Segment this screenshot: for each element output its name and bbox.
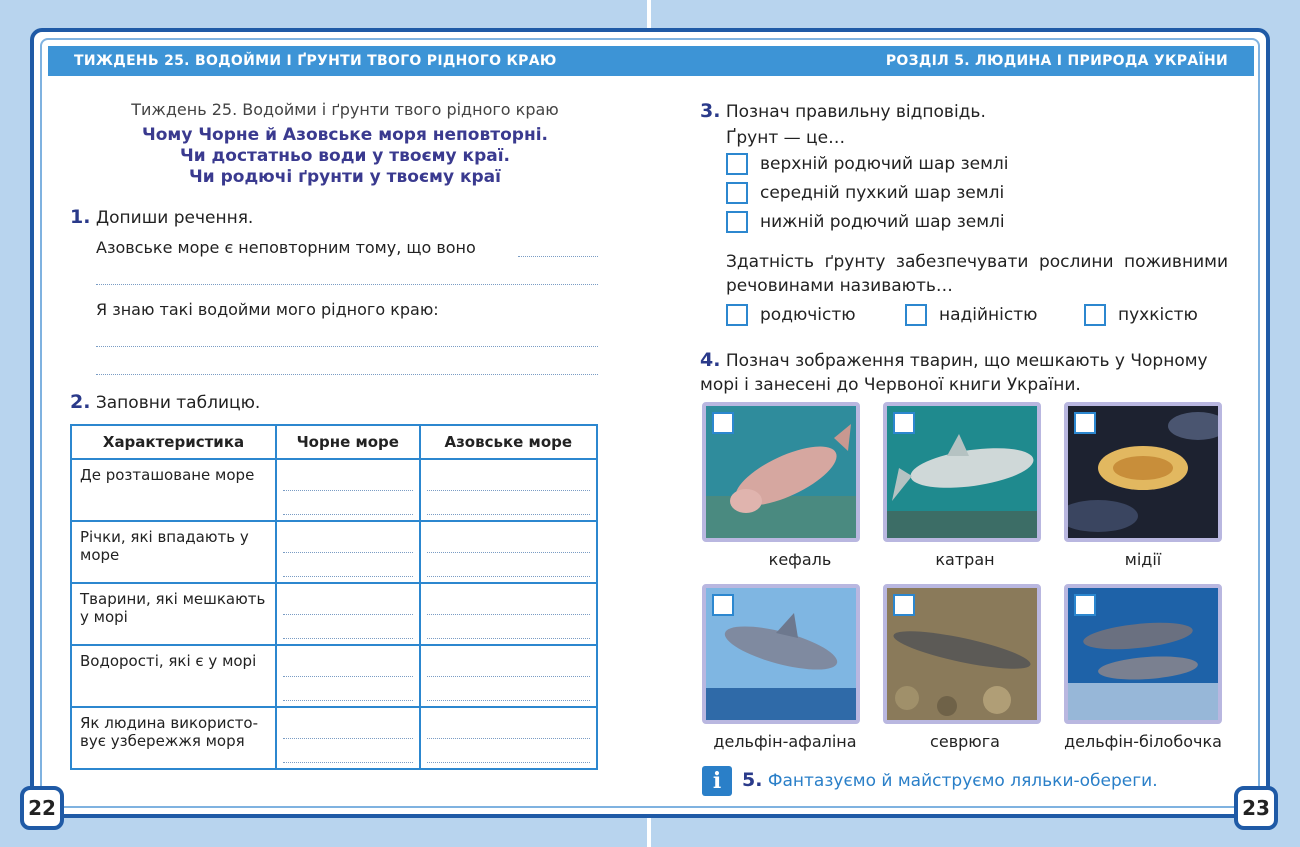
table-header: Чорне море <box>276 425 420 459</box>
q3-option[interactable]: середній пухкий шар землі <box>726 182 1004 204</box>
answer-line[interactable] <box>283 514 413 515</box>
page-title: Чому Чорне й Азовське моря неповторні. Чи достатньо води у твоєму краї. Чи родючі ґрунти у твоєму краї <box>142 125 548 187</box>
q3-option-2[interactable]: пухкістю <box>1084 304 1198 326</box>
q3-option-2[interactable]: родючістю <box>726 304 856 326</box>
checkbox[interactable] <box>726 182 748 204</box>
answer-line[interactable] <box>283 552 413 553</box>
answer-line[interactable] <box>518 256 598 257</box>
info-icon: i <box>702 766 732 796</box>
animal-caption: дельфін-афаліна <box>713 732 857 751</box>
checkbox[interactable] <box>905 304 927 326</box>
table-answer-cell[interactable] <box>276 459 420 521</box>
checkbox[interactable] <box>726 153 748 175</box>
answer-line[interactable] <box>283 576 413 577</box>
page-subtitle: Тиждень 25. Водойми і ґрунти твого рідного краю <box>131 100 559 119</box>
answer-line[interactable] <box>283 490 413 491</box>
q3-prompt: Ґрунт — це… <box>726 128 846 148</box>
question-1: 1. Допиши речення. <box>70 206 254 228</box>
table-row: Як людина використо-вує узбережжя моря <box>71 707 597 769</box>
answer-line[interactable] <box>283 676 413 677</box>
question-2: 2. Заповни таблицю. <box>70 391 261 413</box>
answer-line[interactable] <box>427 552 590 553</box>
page-number-right: 23 <box>1234 786 1278 830</box>
question-5: 5. Фантазуємо й майструємо ляльки-обереги. <box>742 769 1158 791</box>
answer-line[interactable] <box>427 614 590 615</box>
header-left: ТИЖДЕНЬ 25. ВОДОЙМИ І ҐРУНТИ ТВОГО РІДНОГО КРАЮ <box>74 53 557 69</box>
table-answer-cell[interactable] <box>420 583 597 645</box>
table-row: Тварини, які мешкають у морі <box>71 583 597 645</box>
q3-option-2[interactable]: надійністю <box>905 304 1037 326</box>
answer-line[interactable] <box>427 638 590 639</box>
question-3: 3. Познач правильну відповідь. <box>700 100 986 122</box>
table-header: Азовське море <box>420 425 597 459</box>
spiny-dogfish-photo[interactable] <box>883 402 1041 542</box>
seas-table <box>70 424 598 770</box>
header-right: РОЗДІЛ 5. ЛЮДИНА І ПРИРОДА УКРАЇНИ <box>885 53 1228 69</box>
animal-caption: кефаль <box>768 550 832 569</box>
answer-line[interactable] <box>427 514 590 515</box>
table-answer-cell[interactable] <box>276 707 420 769</box>
answer-line[interactable] <box>427 762 590 763</box>
checkbox[interactable] <box>712 412 734 434</box>
mullet-photo[interactable] <box>702 402 860 542</box>
q1-sentence-1: Азовське море є неповторним тому, що воно <box>96 238 476 257</box>
checkbox[interactable] <box>726 211 748 233</box>
q3-prompt-2: Здатність ґрунту забезпечувати рослини поживними речовинами називають… <box>726 252 1228 296</box>
answer-line[interactable] <box>283 614 413 615</box>
q3-option[interactable]: верхній родючий шар землі <box>726 153 1009 175</box>
mussels-photo[interactable] <box>1064 402 1222 542</box>
checkbox[interactable] <box>1084 304 1106 326</box>
q3-option[interactable]: нижній родючий шар землі <box>726 211 1005 233</box>
table-answer-cell[interactable] <box>420 645 597 707</box>
answer-line[interactable] <box>96 284 598 285</box>
question-4: 4. Познач зображення тварин, що мешкають у Чорному морі і занесені до Червоної книги України. <box>700 349 1208 395</box>
answer-line[interactable] <box>96 374 598 375</box>
table-header: Характеристика <box>71 425 276 459</box>
table-answer-cell[interactable] <box>276 583 420 645</box>
table-row: Річки, які впадають у море <box>71 521 597 583</box>
table-answer-cell[interactable] <box>420 707 597 769</box>
checkbox[interactable] <box>893 594 915 616</box>
header-bar <box>48 46 1254 76</box>
answer-line[interactable] <box>283 638 413 639</box>
answer-line[interactable] <box>283 762 413 763</box>
answer-line[interactable] <box>283 700 413 701</box>
checkbox[interactable] <box>893 412 915 434</box>
table-answer-cell[interactable] <box>420 459 597 521</box>
stellate-sturgeon-photo[interactable] <box>883 584 1041 724</box>
animal-caption: мідії <box>1124 550 1162 569</box>
table-answer-cell[interactable] <box>276 521 420 583</box>
answer-line[interactable] <box>283 738 413 739</box>
animal-caption: катран <box>935 550 995 569</box>
answer-line[interactable] <box>427 700 590 701</box>
checkbox[interactable] <box>1074 412 1096 434</box>
table-row: Де розташоване море <box>71 459 597 521</box>
answer-line[interactable] <box>96 346 598 347</box>
answer-line[interactable] <box>427 576 590 577</box>
checkbox[interactable] <box>1074 594 1096 616</box>
animal-caption: дельфін-білобочка <box>1064 732 1222 751</box>
table-row: Водорості, які є у морі <box>71 645 597 707</box>
common-dolphin-photo[interactable] <box>1064 584 1222 724</box>
bottlenose-dolphin-photo[interactable] <box>702 584 860 724</box>
answer-line[interactable] <box>427 490 590 491</box>
page-number-left: 22 <box>20 786 64 830</box>
table-answer-cell[interactable] <box>420 521 597 583</box>
checkbox[interactable] <box>712 594 734 616</box>
answer-line[interactable] <box>427 738 590 739</box>
answer-line[interactable] <box>427 676 590 677</box>
checkbox[interactable] <box>726 304 748 326</box>
q1-sentence-2: Я знаю такі водойми мого рідного краю: <box>96 300 439 319</box>
animal-caption: севрюга <box>930 732 1000 751</box>
table-answer-cell[interactable] <box>276 645 420 707</box>
